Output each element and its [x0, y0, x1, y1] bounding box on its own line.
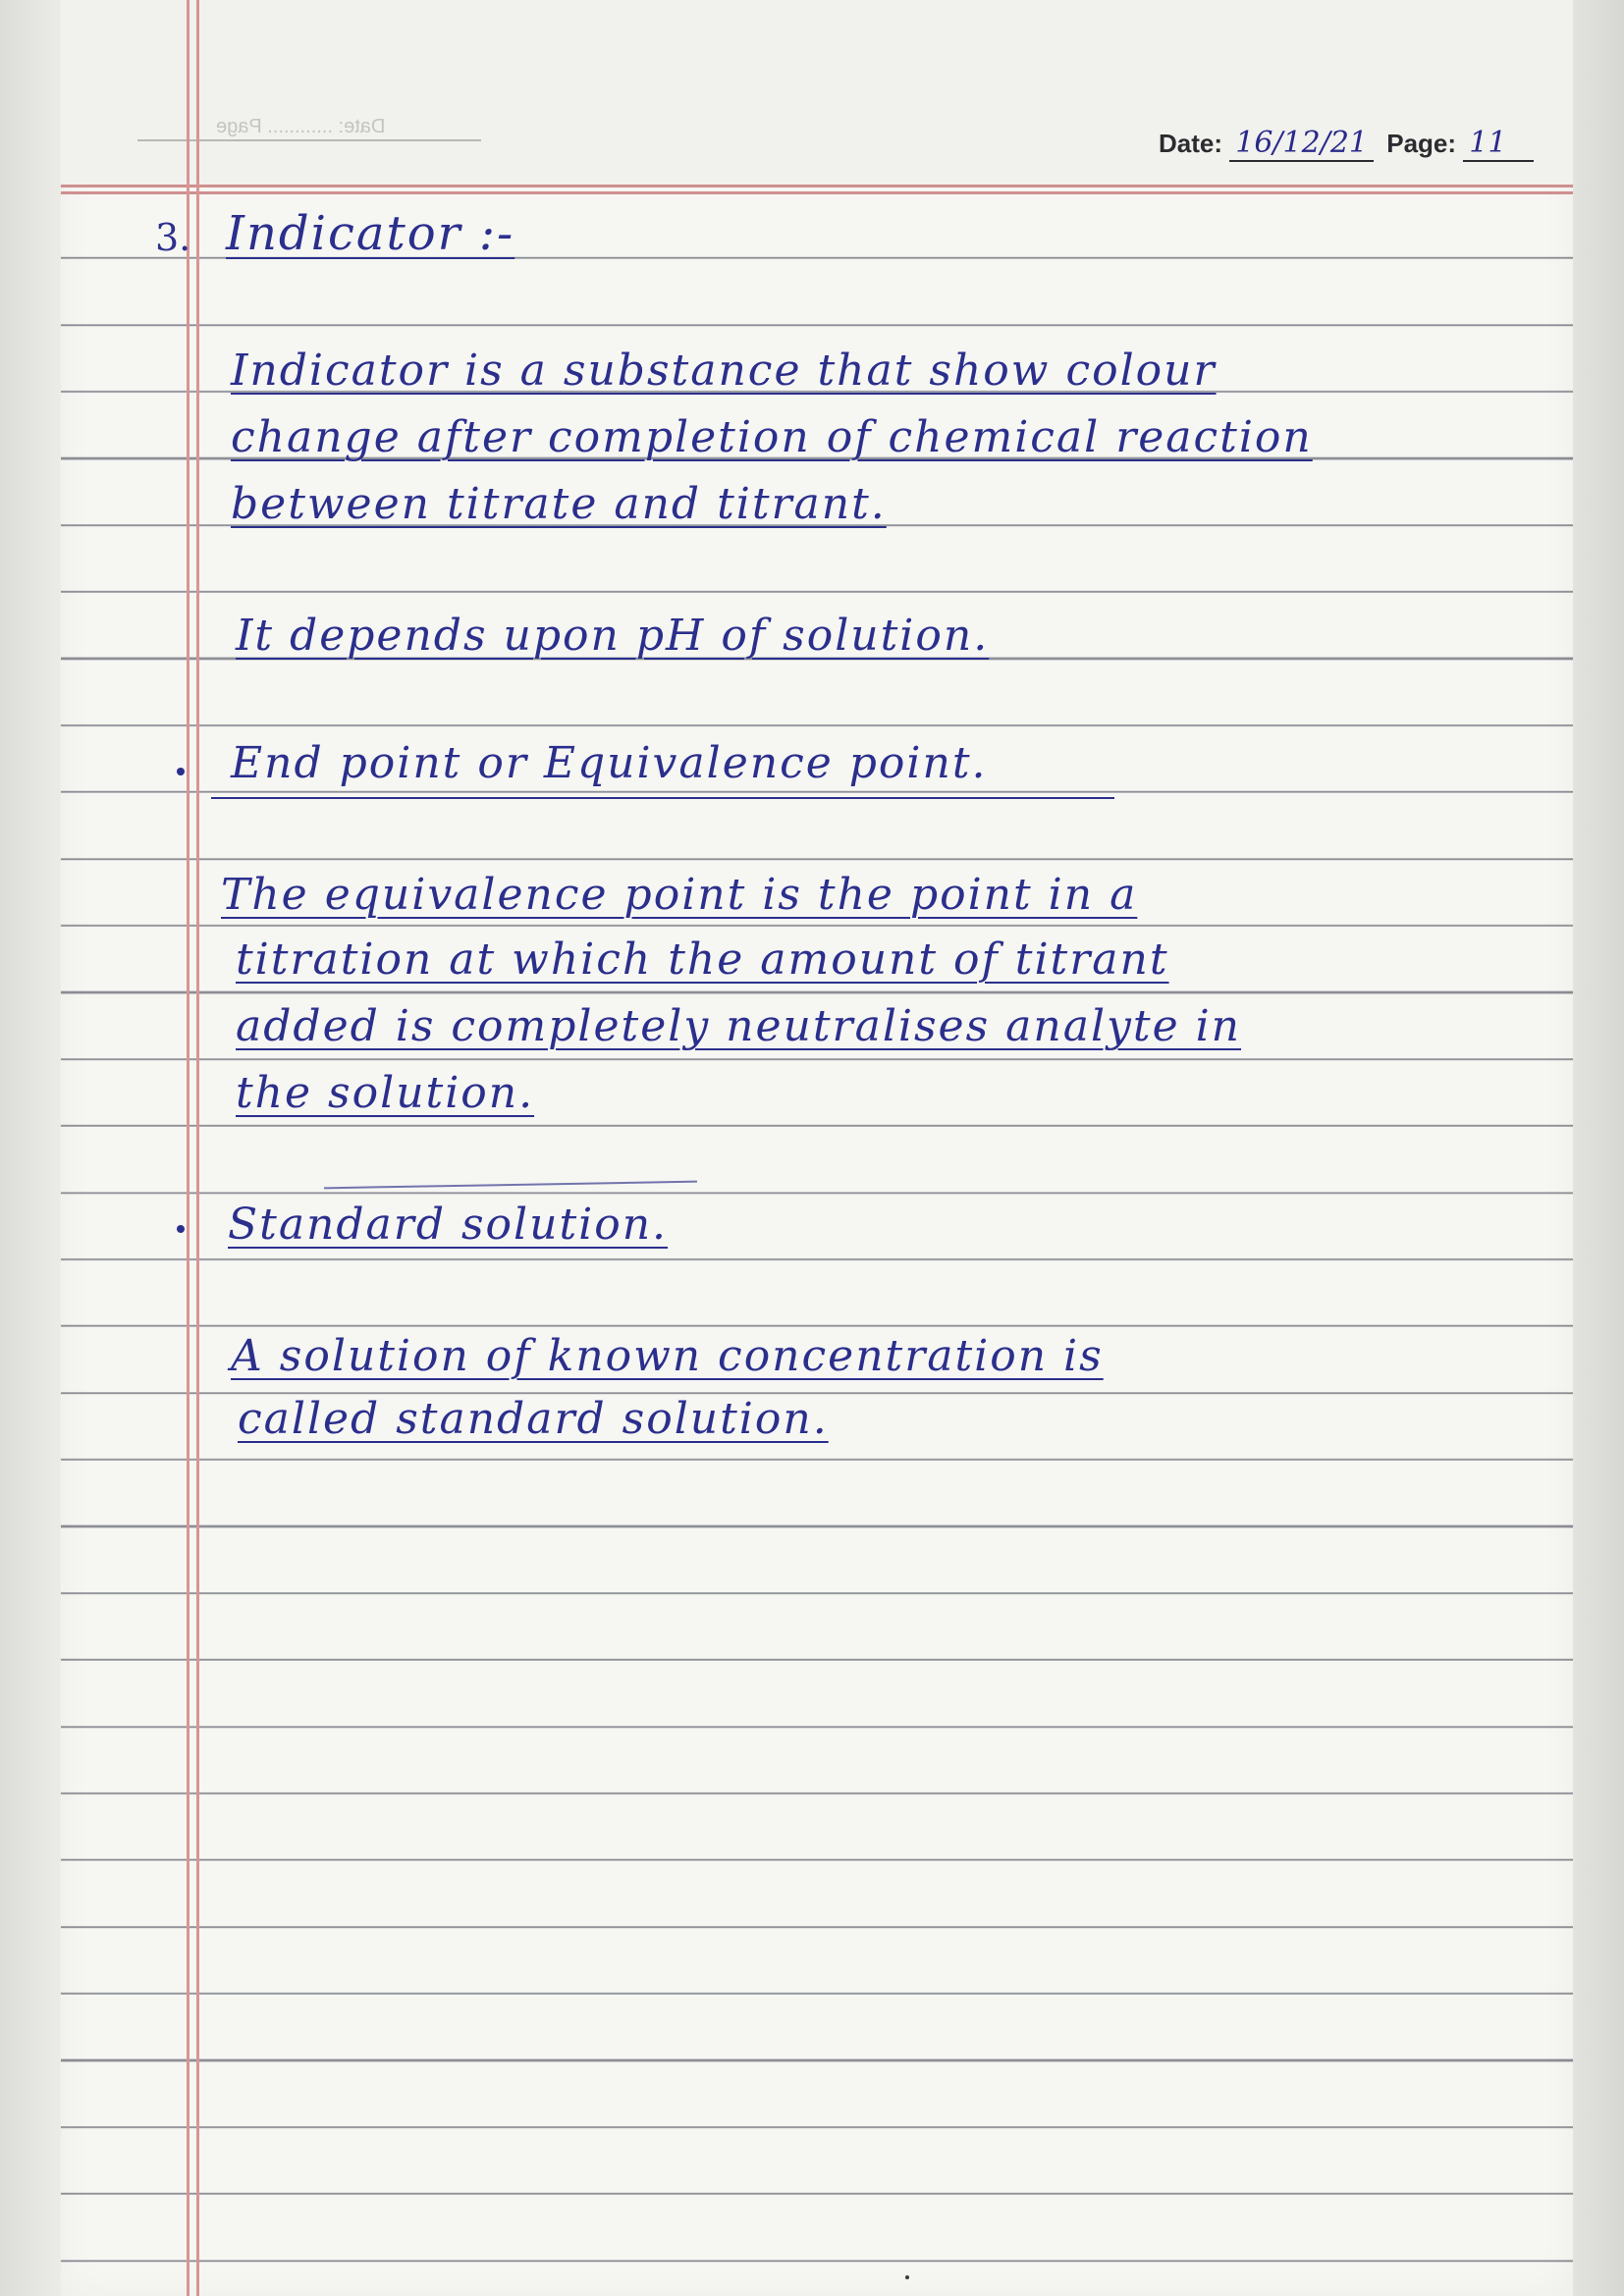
section-title-standard: Standard solution.: [228, 1200, 669, 1250]
section-title-endpoint: End point or Equivalence point.: [231, 738, 988, 788]
bullet-standard: [177, 1225, 185, 1233]
indicator-line-3: between titrate and titrant.: [231, 479, 887, 529]
paper-right-edge: [1573, 0, 1624, 2296]
endpoint-line-1: The equivalence point is the point in a: [221, 870, 1138, 920]
margin-line-left: [187, 0, 189, 2296]
header-double-rule: [61, 185, 1573, 194]
stray-dot: [905, 2275, 909, 2279]
margin-line-right: [196, 0, 199, 2296]
standard-line-1: A solution of known concentration is: [231, 1331, 1104, 1381]
standard-line-2: called standard solution.: [238, 1394, 829, 1444]
endpoint-heading-rule: [211, 797, 1114, 799]
date-page-header: [1159, 126, 1540, 162]
paper-left-edge: [0, 0, 61, 2296]
indicator-line-2: change after completion of chemical reaction: [231, 412, 1313, 462]
ruled-paper: [61, 0, 1573, 2296]
date-label: Date:: [1159, 129, 1223, 158]
section-number: 3.: [155, 216, 191, 259]
endpoint-line-4: the solution.: [236, 1068, 535, 1118]
endpoint-line-2: titration at which the amount of titrant: [236, 934, 1169, 985]
indicator-line-1: Indicator is a substance that show colour: [231, 346, 1217, 396]
date-value: 16/12/21: [1229, 126, 1374, 162]
page-number: 11: [1463, 126, 1534, 162]
faded-show-through-stamp: Date: ............ Page: [216, 116, 386, 137]
bullet-endpoint: [177, 768, 185, 775]
page-label: Page:: [1386, 129, 1457, 158]
section-title-indicator: Indicator :-: [226, 206, 515, 261]
indicator-note: It depends upon pH of solution.: [236, 611, 990, 661]
endpoint-line-3: added is completely neutralises analyte in: [236, 1001, 1242, 1051]
